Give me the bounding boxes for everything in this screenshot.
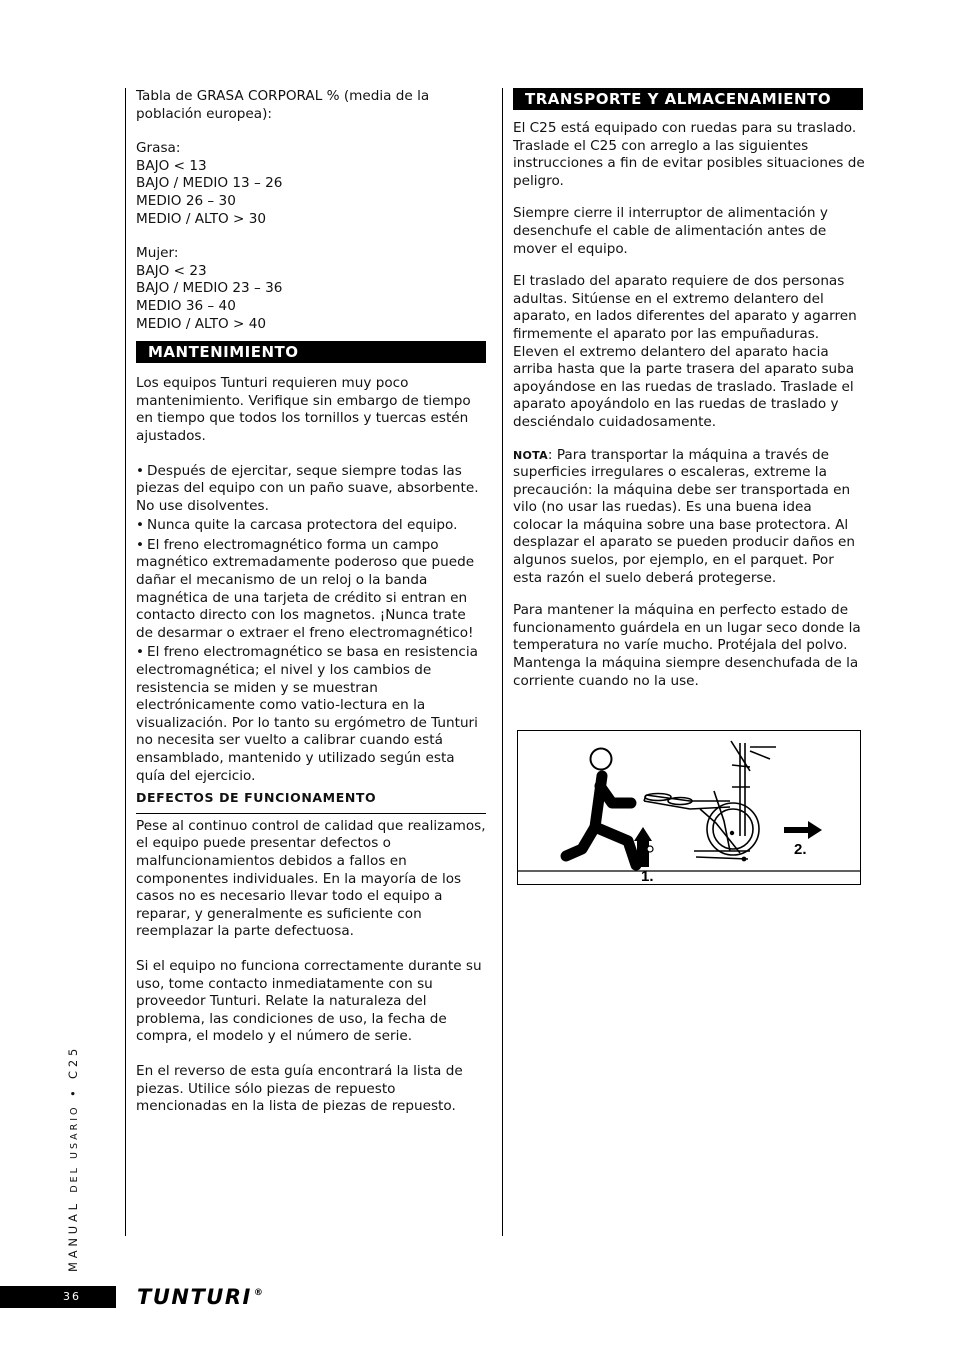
male-label: Grasa: (136, 140, 181, 157)
storage-paragraph: Para mantener la máquina en perfecto estado de funcionamento guárdela en un lugar seco donde la temperatura no varíe mucho. Protéjala del polvo. Mantenga la máquina siempre desenchufada de la corriente cuando no la use. (513, 602, 861, 689)
defects-paragraph: Pese al continuo control de calidad que realizamos, el equipo puede presentar defectos o malfuncionamientos debidos a fallos en componentes individuales. En la mayoría de los casos no es necesario llevar todo el equipo a reparar, y generalmente es suficiente con reemplazar la parte defectuosa. (136, 817, 486, 940)
male-row: MEDIO 26 – 30 (136, 192, 236, 209)
defects-paragraph: Si el equipo no funciona correctamente durante su uso, tome contacto inmediatamente con su proveedor Tunturi. Relate la naturaleza del problema, las condiciones de uso, la fecha de compra, el modelo y el número de serie. (136, 957, 482, 1045)
female-label: Mujer: (136, 245, 179, 262)
move-arrow (784, 821, 822, 839)
maintenance-bullet: • El freno electromagnético forma un campo magnético extremadamente poderoso que puede dañar el mecanismo de un reloj o la banda magnética de una tarjeta de crédito si entran en contacto directo con los magnetos. ¡Nunca trate de desarmar o extraer el freno electromagnético! (136, 537, 486, 643)
transport-paragraph: Siempre cierre il interruptor de alimentación y desenchufe el cable de alimentación antes de mover el equipo. (513, 205, 828, 257)
right-column-rule (502, 88, 503, 1236)
step-2-label: 2. (794, 841, 807, 858)
male-row: BAJO < 13 (136, 157, 207, 174)
transport-header: TRANSPORTE Y ALMACENAMIENTO (513, 88, 863, 110)
side-bullet: • (66, 1086, 80, 1097)
tunturi-logo (137, 1283, 264, 1311)
fat-table-title: Tabla de GRASA CORPORAL % (media de la población europea): (136, 88, 430, 122)
note-paragraph (513, 447, 865, 588)
transport-paragraph: El traslado del aparato requiere de dos personas adultas. Sitúense en el extremo delantero del aparato, en lados diferentes del aparato y agarren firmemente el aparato por las empuñaduras. Eleven el extremo delantero del aparato hacia arriba hasta que la parte trasera del aparato suba apoyándose en las ruedas de traslado. Traslade el aparato apoyándolo en las ruedas de traslado y desciéndalo cuidadosamente. (513, 273, 857, 430)
transport-illustration (517, 730, 861, 885)
registered-mark: ® (253, 1288, 265, 1298)
person-figure (566, 776, 636, 865)
maintenance-bullet: • Después de ejercitar, seque siempre todas las piezas del equipo con un paño suave, absorbente. No use disolventes. (136, 463, 486, 516)
female-row: BAJO / MEDIO 23 – 36 (136, 280, 283, 297)
side-model: C25 (66, 1044, 80, 1079)
page-number: 36 (63, 1290, 81, 1303)
person-head (591, 749, 612, 770)
side-manual-word: MANUAL (66, 1200, 80, 1272)
male-row: BAJO / MEDIO 13 – 26 (136, 175, 283, 192)
maintenance-bullet: • El freno electromagnético se basa en resistencia electromagnética; el nivel y los cambios de resistencia se miden y se muestran electrónicamente como vatio-lectura en la visualización. Por lo tanto su ergómetro de Tunturi no necesita ser vuelto a calibrar cuando está ensamblado, mantenido y utilizado según esta quía del ejercicio. (136, 644, 486, 785)
step-1-label: 1. (641, 868, 654, 884)
transport-paragraph: El C25 está equipado con ruedas para su traslado. Traslade el C25 con arreglo a las siguientes instrucciones a fin de evitar posibles situaciones de peligro. (513, 120, 865, 189)
page-number-bar (0, 1286, 116, 1308)
side-manual-label (66, 1045, 80, 1272)
right-column (513, 88, 865, 690)
maintenance-bullet: • Nunca quite la carcasa protectora del equipo. (136, 517, 486, 535)
elliptical-machine (644, 741, 776, 859)
female-row: MEDIO 36 – 40 (136, 297, 236, 314)
note-label: NOTA (513, 448, 548, 462)
maintenance-intro: Los equipos Tunturi requieren muy poco mantenimiento. Verifique sin embargo de tiempo en tiempo que todos los tornillos y tuercas estén ajustados. (136, 375, 471, 444)
male-row: MEDIO / ALTO > 30 (136, 210, 267, 227)
maintenance-header: MANTENIMIENTO (136, 341, 486, 363)
brand-name: TUNTURI (137, 1285, 252, 1309)
transport-drawing (518, 731, 860, 884)
female-row: MEDIO / ALTO > 40 (136, 315, 267, 332)
side-del-usario: DEL USARIO (69, 1104, 80, 1193)
defects-paragraph: En el reverso de esta guía encontrará la lista de piezas. Utilice sólo piezas de repuesto mencionadas en la lista de piezas de repuesto. (136, 1062, 463, 1115)
left-column-rule (125, 88, 126, 1236)
left-column (136, 88, 486, 1116)
female-row: BAJO < 23 (136, 262, 207, 279)
defects-header: DEFECTOS DE FUNCIONAMENTO (136, 785, 486, 814)
note-text: : Para transportar la máquina a través de superficies irregulares o escaleras, extreme la precaución: la máquina debe ser transportada en vilo (no usar las ruedas). Es una buena idea colocar la máquina sobre una base protectora. Al desplazar el aparato se pueden producir daños en algunos suelos, por ejemplo, en el parquet. Por esta razón el suelo deberá protegerse. (513, 446, 856, 586)
